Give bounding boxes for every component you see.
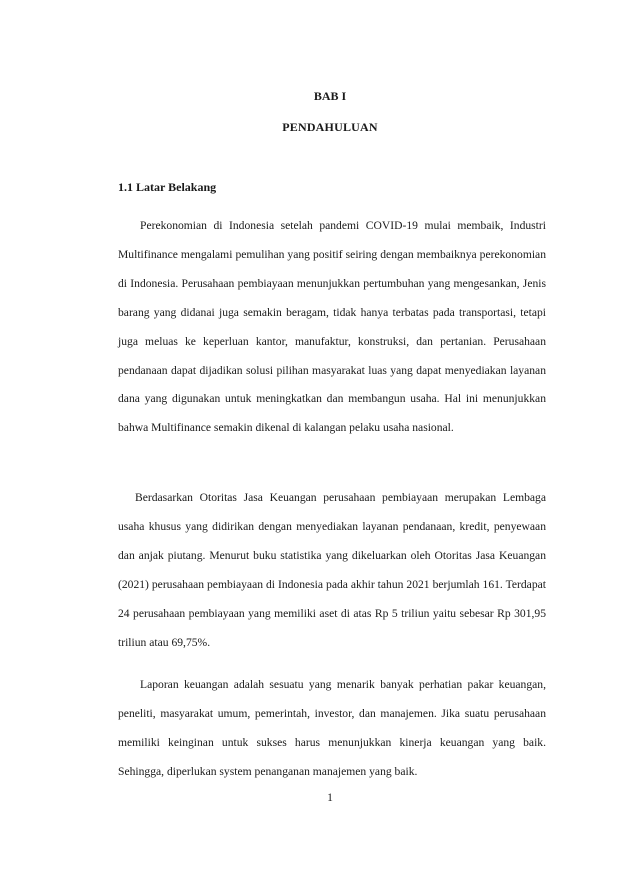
section-heading: 1.1 Latar Belakang	[118, 180, 217, 194]
paragraph-financial-reports: Laporan keuangan adalah sesuatu yang menarik banyak perhatian pakar keuangan, peneliti, masyarakat umum, pemerintah, investor, dan manajemen. Jika suatu perusahaan memiliki keinginan untuk sukses harus menunjukkan kinerja keuangan yang baik. Sehingga, diperlukan system penanganan manajemen yang baik.	[118, 678, 546, 778]
paragraph-ojk-financing: Berdasarkan Otoritas Jasa Keuangan perusahaan pembiayaan merupakan Lembaga usaha khusus yang didirikan dengan menyediakan layanan pendanaan, kredit, penyewaan dan anjak piutang. Menurut buku statistika yang dikeluarkan oleh Otoritas Jasa Keuangan (2021) perusahaan pembiayaan di Indonesia pada akhir tahun 2021 berjumlah 161. Terdapat 24 perusahaan pembiayaan yang memiliki aset di atas Rp 5 triliun yaitu sebesar Rp 301,95 triliun atau 69,75%.	[118, 491, 546, 649]
paragraph-background-economy: Perekonomian di Indonesia setelah pandemi COVID-19 mulai membaik, Industri Multifinance mengalami pemulihan yang positif seiring dengan membaiknya perekonomian di Indonesia. Perusahaan pembiayaan menunjukkan pertumbuhan yang mengesankan, Jenis barang yang didanai juga semakin beragam, tidak hanya terbatas pada transportasi, tetapi juga meluas ke keperluan kantor, manufaktur, konstruksi, dan pertanian. Perusahaan pendanaan dapat dijadikan solusi pilihan masyarakat luas yang dapat menyediakan layanan dana yang digunakan untuk meningkatkan dan membangun usaha. Hal ini menunjukkan bahwa Multifinance semakin dikenal di kalangan pelaku usaha nasional.	[118, 219, 546, 435]
page-number: 1	[327, 791, 333, 804]
chapter-title: PENDAHULUAN	[282, 120, 378, 134]
chapter-number: BAB I	[313, 89, 347, 103]
